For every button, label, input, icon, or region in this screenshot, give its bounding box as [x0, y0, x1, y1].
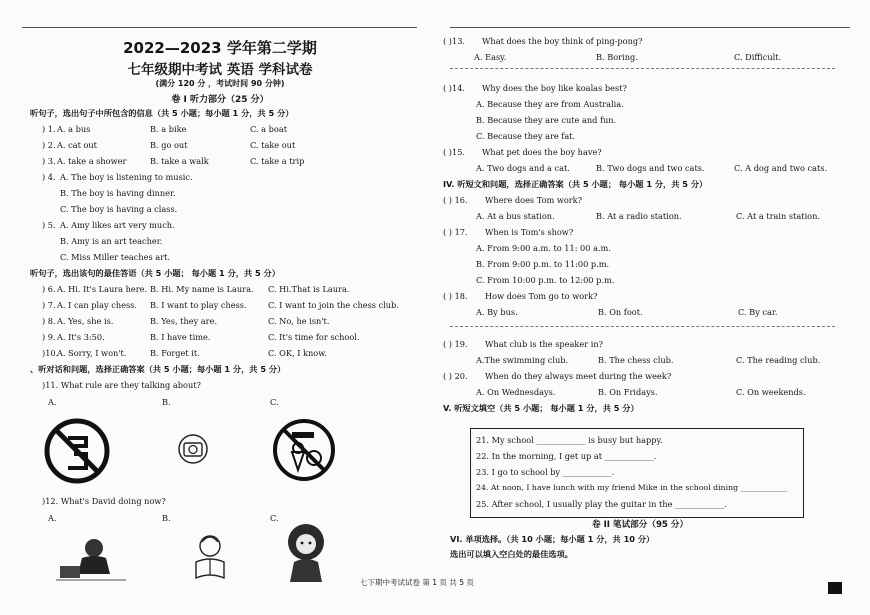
q6-a: A. Hi. It's Laura here. — [57, 284, 148, 294]
q12-label-c: C. — [270, 513, 279, 523]
boy-reading-book-icon — [186, 532, 234, 584]
q18-c: C. By car. — [738, 307, 778, 317]
q3-b: B. take a walk — [150, 156, 209, 166]
q15-question: What pet does the boy have? — [482, 147, 602, 157]
q5-b: B. Amy is an art teacher. — [60, 236, 163, 246]
exam-subtitle: 七年级期中考试 英语 学科试卷 — [127, 62, 313, 78]
corner-marker — [828, 582, 842, 594]
q12-question: )12. What's David doing now? — [42, 496, 166, 506]
q1-a: A. a bus — [57, 124, 91, 134]
divider-2 — [450, 326, 835, 327]
q19-c: C. The reading club. — [736, 355, 821, 365]
fill-25: 25. After school, I usually play the guitar in the ____________. — [476, 499, 727, 509]
q17-c: C. From 10:00 p.m. to 12:00 p.m. — [476, 275, 615, 285]
girl-with-curly-hair-icon — [282, 522, 330, 584]
q13-c: C. Difficult. — [734, 52, 782, 62]
sec6-instruction: VI. 单项选择。（共 10 小题；每小题 1 分，共 10 分） — [450, 534, 655, 544]
q17-a: A. From 9:00 a.m. to 11: 00 a.m. — [476, 243, 611, 253]
q18-question: How does Tom go to work? — [485, 291, 598, 301]
q17-b: B. From 9:00 p.m. to 11:00 p.m. — [476, 259, 610, 269]
q9-c: C. It's time for school. — [268, 332, 360, 342]
q5-a: A. Amy likes art very much. — [60, 220, 175, 230]
q20-b: B. On Fridays. — [598, 387, 658, 397]
fill-24: 24. At noon, I have lunch with my friend Mike in the school dining ____________ — [476, 483, 788, 492]
q14-c: C. Because they are fat. — [476, 131, 576, 141]
q19-question: What club is the speaker in? — [485, 339, 603, 349]
q9-a: A. It's 3:50. — [57, 332, 105, 342]
q16-num: ( ) 16. — [443, 195, 468, 205]
q2-c: C. take out — [250, 140, 296, 150]
q20-num: ( ) 20. — [443, 371, 468, 381]
boy-using-computer-icon — [56, 536, 126, 582]
no-food-sign-icon — [272, 418, 336, 482]
divider-1 — [450, 68, 835, 69]
q15-num: ( )15. — [443, 147, 466, 157]
q11-question: )11. What rule are they talking about? — [42, 380, 201, 390]
q5-c: C. Miss Miller teaches art. — [60, 252, 170, 262]
q6-b: B. Hi. My name is Laura. — [150, 284, 254, 294]
sec5-instruction: V. 听短文填空（共 5 小题； 每小题 1 分，共 5 分） — [443, 403, 639, 413]
top-rule-left — [22, 27, 417, 28]
q10-c: C. OK, I know. — [268, 348, 327, 358]
camera-icon — [176, 432, 210, 466]
q12-label-a: A. — [48, 513, 57, 523]
q6-c: C. Hi.That is Laura. — [268, 284, 350, 294]
q13-num: ( )13. — [443, 36, 466, 46]
sec2-instruction: 听句子，选出该句的最佳答语（共 5 小题； 每小题 1 分，共 5 分） — [30, 268, 280, 278]
q7-c: C. I want to join the chess club. — [268, 300, 399, 310]
q13-b: B. Boring. — [596, 52, 638, 62]
q16-c: C. At a train station. — [736, 211, 820, 221]
q20-a: A. On Wednesdays. — [476, 387, 556, 397]
q20-question: When do they always meet during the week? — [485, 371, 672, 381]
q19-a: A.The swimming club. — [476, 355, 569, 365]
q17-num: ( ) 17. — [443, 227, 468, 237]
q2-num: ) 2. — [42, 140, 56, 150]
q8-c: C. No, he isn't. — [268, 316, 330, 326]
q1-b: B. a bike — [150, 124, 187, 134]
q3-c: C. take a trip — [250, 156, 305, 166]
sec6-subinstruction: 选出可以填入空白处的最佳选项。 — [450, 549, 573, 559]
part2-heading: 卷 II 笔试部分（95 分） — [592, 520, 689, 530]
q14-b: B. Because they are cute and fun. — [476, 115, 617, 125]
q4-c: C. The boy is having a class. — [60, 204, 178, 214]
q13-question: What does the boy think of ping-pong? — [482, 36, 643, 46]
page-footer: 七下期中考试试卷 第 1 页 共 5 页 — [360, 578, 474, 587]
q9-b: B. I have time. — [150, 332, 211, 342]
q17-question: When is Tom's show? — [485, 227, 574, 237]
q7-num: ) 7. — [42, 300, 56, 310]
q16-question: Where does Tom work? — [485, 195, 583, 205]
q9-num: ) 9. — [42, 332, 56, 342]
fill-21: 21. My school ____________ is busy but happy. — [476, 435, 663, 445]
q12-label-b: B. — [162, 513, 171, 523]
q4-a: A. The boy is listening to music. — [60, 172, 193, 182]
q15-a: A. Two dogs and a cat. — [476, 163, 570, 173]
q14-a: A. Because they are from Australia. — [476, 99, 624, 109]
q20-c: C. On weekends. — [736, 387, 806, 397]
q4-b: B. The boy is having dinner. — [60, 188, 176, 198]
q15-c: C. A dog and two cats. — [734, 163, 828, 173]
q13-a: A. Easy. — [474, 52, 507, 62]
part1-heading: 卷 I 听力部分（25 分） — [171, 95, 269, 105]
q11-label-b: B. — [162, 397, 171, 407]
exam-title: 2022—2023 学年第二学期 — [123, 39, 317, 57]
no-snake-sign-icon — [44, 418, 110, 484]
q6-num: ) 6. — [42, 284, 56, 294]
q18-a: A. By bus. — [476, 307, 518, 317]
q18-num: ( ) 18. — [443, 291, 468, 301]
q8-num: ) 8. — [42, 316, 56, 326]
q1-c: C. a boat — [250, 124, 288, 134]
q7-b: B. I want to play chess. — [150, 300, 247, 310]
q11-label-c: C. — [270, 397, 279, 407]
sec3-instruction: 、听对话和问题，选择正确答案（共 5 小题；每小题 1 分，共 5 分） — [30, 364, 286, 374]
q1-num: ) 1. — [42, 124, 56, 134]
q19-b: B. The chess club. — [598, 355, 674, 365]
q15-b: B. Two dogs and two cats. — [596, 163, 705, 173]
sec1-instruction: 听句子，选出句子中所包含的信息（共 5 小题；每小题 1 分，共 5 分） — [30, 108, 294, 118]
exam-info: (满分 120 分 ，考试时间 90 分钟) — [155, 79, 285, 88]
fill-22: 22. In the morning, I get up at ____________. — [476, 451, 657, 461]
q16-b: B. At a radio station. — [596, 211, 682, 221]
q14-question: Why does the boy like koalas best? — [482, 83, 627, 93]
q8-b: B. Yes, they are. — [150, 316, 218, 326]
q7-a: A. I can play chess. — [57, 300, 137, 310]
q2-a: A. cat out — [57, 140, 97, 150]
q4-num: ) 4. — [42, 172, 56, 182]
fill-23: 23. I go to school by ____________. — [476, 467, 615, 477]
q10-a: A. Sorry, I won't. — [57, 348, 127, 358]
q11-label-a: A. — [48, 397, 57, 407]
q19-num: ( ) 19. — [443, 339, 468, 349]
sec4-instruction: IV. 听短文和问题，选择正确答案（共 5 小题； 每小题 1 分，共 5 分） — [443, 179, 708, 189]
q10-num: )10. — [42, 348, 59, 358]
q3-num: ) 3. — [42, 156, 56, 166]
q16-a: A. At a bus station. — [476, 211, 555, 221]
top-rule-right — [450, 27, 850, 28]
q5-num: ) 5. — [42, 220, 56, 230]
q18-b: B. On foot. — [598, 307, 643, 317]
q3-a: A. take a shower — [57, 156, 127, 166]
q2-b: B. go out — [150, 140, 188, 150]
q10-b: B. Forget it. — [150, 348, 200, 358]
q14-num: ( )14. — [443, 83, 466, 93]
q8-a: A. Yes, she is. — [57, 316, 114, 326]
